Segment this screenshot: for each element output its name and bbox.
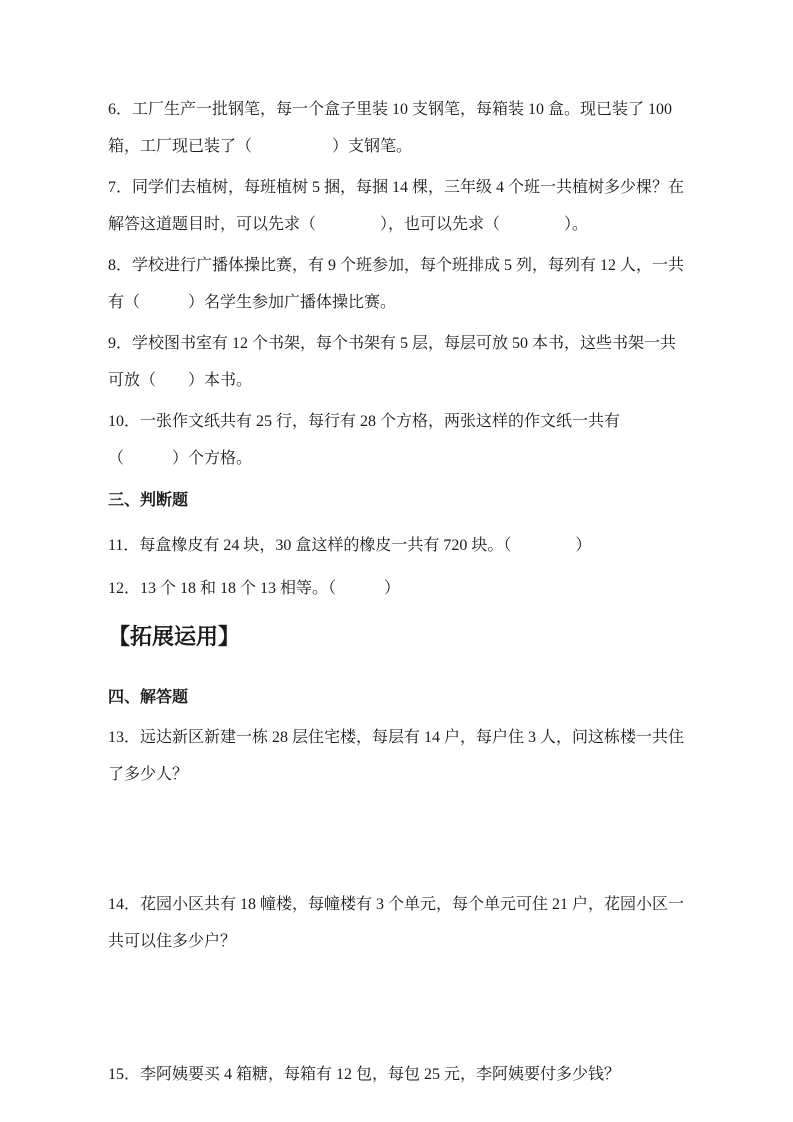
section-heading-judgement: 三、判断题 (108, 492, 189, 509)
section-heading-solve: 四、解答题 (108, 689, 189, 706)
question-8: 8．学校进行广播体操比赛，有 9 个班参加，每个班排成 5 列，每列有 12 人，一共有（ ）名学生参加广播体操比赛。 (108, 257, 685, 311)
question-13: 13．远达新区新建一栋 28 层住宅楼，每层有 14 户，每户住 3 人，问这栋楼一共住了多少人？ (108, 729, 685, 783)
question-12: 12．13 个 18 和 18 个 13 相等。（ ） (108, 580, 401, 597)
expand-application-heading: 【拓展运用】 (108, 624, 241, 649)
question-7: 7．同学们去植树，每班植树 5 捆，每捆 14 棵，三年级 4 个班一共植树多少棵？在解答这道题目时，可以先求（ ），也可以先求（ ）。 (108, 179, 685, 233)
question-10: 10．一张作文纸共有 25 行，每行有 28 个方格，两张这样的作文纸一共有（ ）个方格。 (108, 413, 621, 467)
question-14: 14．花园小区共有 18 幢楼，每幢楼有 3 个单元，每个单元可住 21 户，花园小区一共可以住多少户？ (108, 896, 685, 950)
question-15: 15．李阿姨要买 4 箱糖，每箱有 12 包，每包 25 元，李阿姨要付多少钱？ (108, 1066, 621, 1083)
question-6: 6．工厂生产一批钢笔，每一个盒子里装 10 支钢笔，每箱装 10 盒。现已装了 100 箱，工厂现已装了（ ）支钢笔。 (108, 101, 677, 155)
question-9: 9．学校图书室有 12 个书架，每个书架有 5 层，每层可放 50 本书，这些书架一共可放（ ）本书。 (108, 335, 677, 389)
question-11: 11．每盒橡皮有 24 块，30 盒这样的橡皮一共有 720 块。（ ） (108, 537, 592, 554)
